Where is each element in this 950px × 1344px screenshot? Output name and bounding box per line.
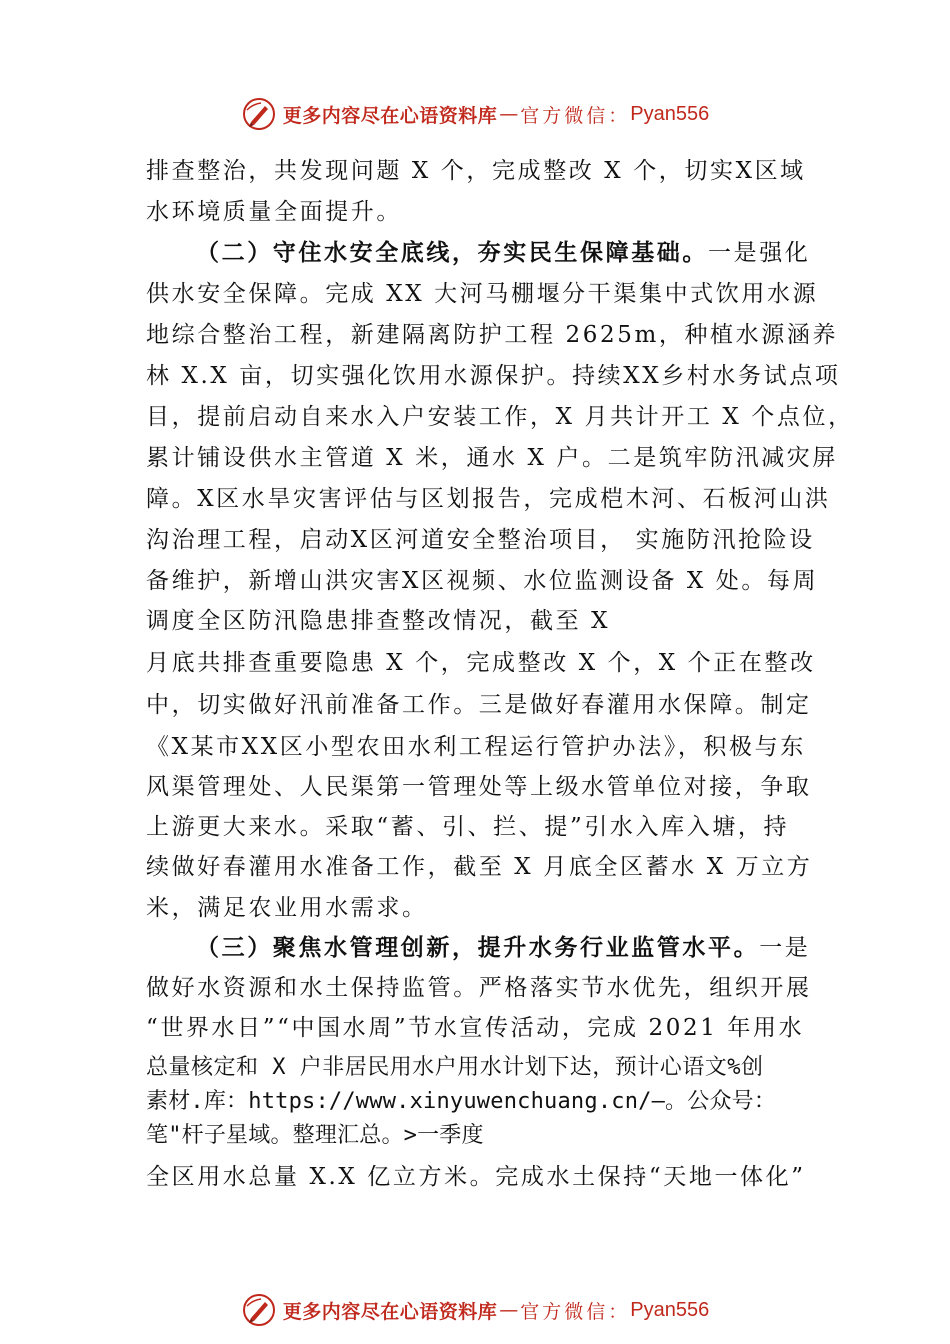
body-line: 风渠管理处、人民渠第一管理处等上级水管单位对接，争取 <box>146 774 812 800</box>
body-line: 总量核定和 X 户非居民用水户用水计划下达，预计心语文%创 <box>146 1055 764 1080</box>
body-line: 米，满足农业用水需求。 <box>146 895 428 921</box>
pen-logo-icon <box>241 1292 277 1328</box>
body-line <box>196 933 810 963</box>
body-line: 累计铺设供水主管道 X 米，通水 X 户。二是筑牢防汛减灾屏 <box>146 445 838 471</box>
pen-logo-icon <box>241 96 277 132</box>
body-text: 一是强化 <box>708 240 811 266</box>
section-heading-2: （二）守住水安全底线，夯实民生保障基础。 <box>196 239 708 266</box>
body-line: 备维护，新增山洪灾害X区视频、水位监测设备 X 处。每周 <box>146 568 819 594</box>
footer-banner <box>0 1290 950 1330</box>
body-line: 林 X.X 亩，切实强化饮用水源保护。持续XX乡村水务试点项 <box>146 363 841 389</box>
body-line: 障。X区水旱灾害评估与区划报告，完成桤木河、石板河山洪 <box>146 486 831 512</box>
banner-wechat-id: Pyan556 <box>630 1298 710 1321</box>
body-text: 一是 <box>759 935 811 961</box>
banner-official-label: 官方微信： <box>520 1300 631 1323</box>
banner-main-text: 更多内容尽在心语资料库 <box>282 104 498 127</box>
body-line: 上游更大来水。采取“蓄、引、拦、提”引水入库入塘，持 <box>146 814 790 840</box>
body-line: 《X某市XX区小型农田水利工程运行管护办法》，积极与东 <box>146 734 806 760</box>
banner-official-label: 官方微信： <box>520 104 631 127</box>
section-heading-3: （三）聚焦水管理创新，提升水务行业监管水平。 <box>196 934 760 961</box>
body-line: 素材.库：https://www.xinyuwenchuang.cn/—。公众号： <box>146 1089 777 1114</box>
body-line: 供水安全保障。完成 XX 大河马棚堰分干渠集中式饮用水源 <box>146 281 819 307</box>
body-line: 目，提前启动自来水入户安装工作，X 月共计开工 X 个点位， <box>146 404 854 430</box>
body-line: 做好水资源和水土保持监管。严格落实节水优先，组织开展 <box>146 975 812 1001</box>
body-line: 水环境质量全面提升。 <box>146 199 402 225</box>
body-line: 笔"杆子星域。整理汇总。>一季度 <box>146 1123 484 1148</box>
body-line: 地综合整治工程，新建隔离防护工程 2625m，种植水源涵养 <box>146 322 839 348</box>
body-line: 调度全区防汛隐患排查整改情况，截至 X <box>146 608 611 634</box>
banner-dash: — <box>499 103 519 125</box>
body-line: 续做好春灌用水准备工作，截至 X 月底全区蓄水 X 万立方 <box>146 854 813 880</box>
body-line: 全区用水总量 X.X 亿立方米。完成水土保持“天地一体化” <box>146 1164 806 1190</box>
body-line: 沟治理工程，启动X区河道安全整治项目， 实施防汛抢险设 <box>146 527 815 553</box>
header-banner <box>0 94 950 134</box>
banner-main-text: 更多内容尽在心语资料库 <box>282 1300 498 1323</box>
body-line: 排查整治，共发现问题 X 个，完成整改 X 个，切实X区域 <box>146 158 806 184</box>
banner-dash: — <box>499 1299 519 1321</box>
body-line: “世界水日”“中国水周”节水宣传活动，完成 2021 年用水 <box>146 1015 805 1041</box>
body-line <box>196 238 810 268</box>
body-line: 月底共排查重要隐患 X 个，完成整改 X 个，X 个正在整改 <box>146 650 816 676</box>
body-line: 中，切实做好汛前准备工作。三是做好春灌用水保障。制定 <box>146 692 812 718</box>
banner-wechat-id: Pyan556 <box>630 102 710 125</box>
